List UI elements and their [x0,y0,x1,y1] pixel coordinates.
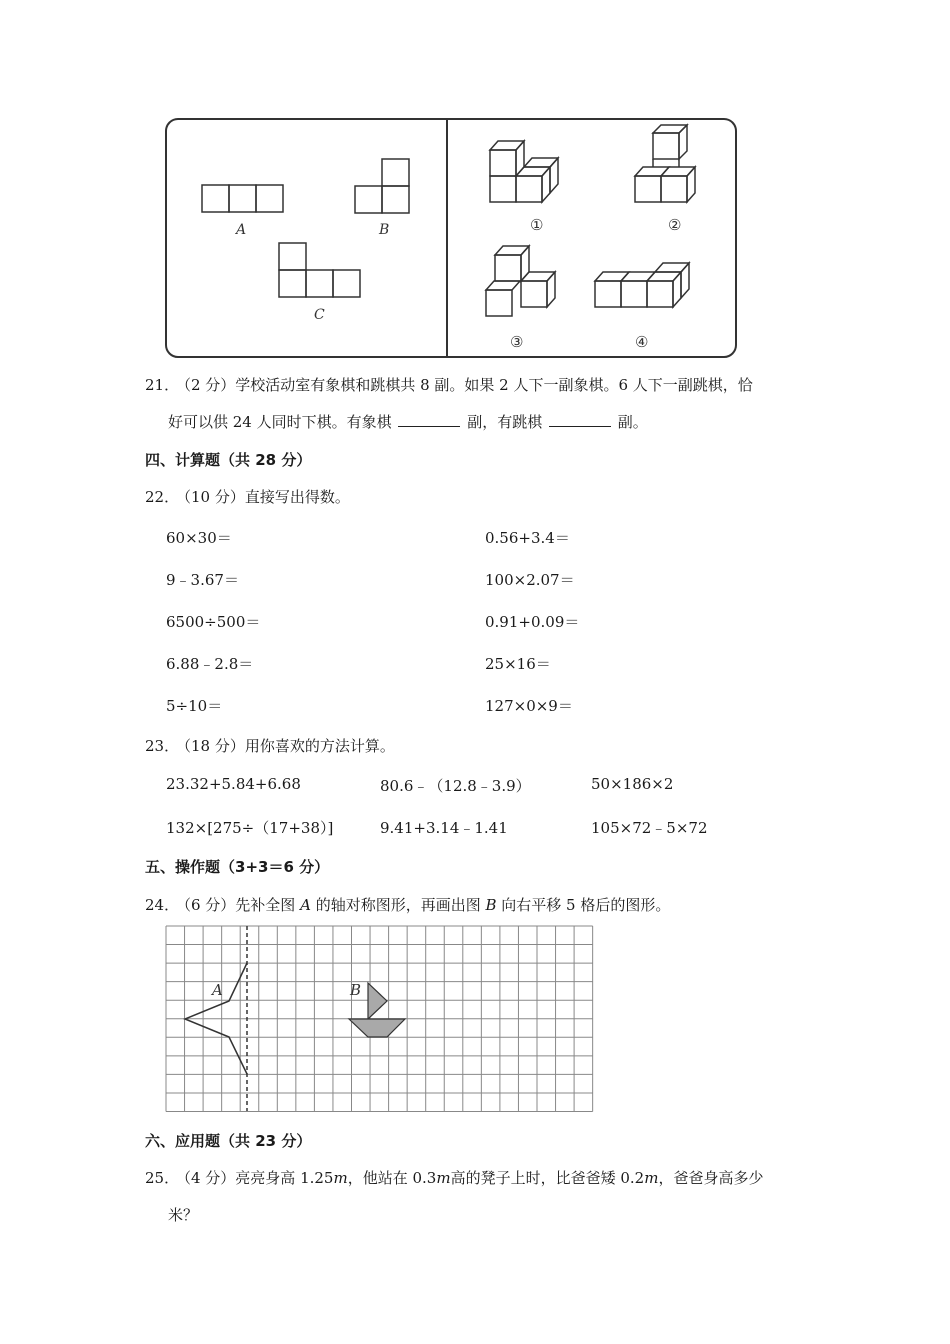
view-a-shape [202,185,283,212]
q22-left-4: 6.88﹣2.8＝ [166,655,254,673]
q23-expr-3: 50×186×2 [591,775,674,793]
q24-text-b: 的轴对称图形，再画出图 [310,896,486,914]
q22-right-2: 100×2.07＝ [485,571,575,589]
q23-expr-6: 105×72﹣5×72 [591,819,708,837]
view-c-shape [279,243,360,297]
q21-text-c: 副。 [617,413,648,431]
q25-text-b: ，他站在 0.3 [347,1169,437,1187]
solid-1 [490,141,558,202]
solid-2-label: ② [668,216,682,234]
solid-2 [635,125,695,202]
q25-unit-1: m [333,1169,348,1187]
solid-3 [486,246,555,316]
q21-number: 21． [145,376,180,394]
q21-blank-checkers[interactable] [549,412,611,427]
section-5-heading: 五、操作题（3+3＝6 分） [145,858,330,876]
q21-text-a: 好可以供 24 人同时下棋。有象棋 [168,413,392,431]
q25-line1 [176,1167,763,1188]
q23-expr-4: 132×[275÷（17+38）] [166,819,334,837]
q22-left-2: 9﹣3.67＝ [166,571,239,589]
transform-grid[interactable] [164,924,596,1114]
q21-blank-chess[interactable] [398,412,460,427]
q23-expr-2: 80.6﹣（12.8﹣3.9） [380,777,531,795]
q24-text-a: （6 分）先补全图 [176,896,301,914]
figure-b-hull [349,1019,405,1037]
view-b-shape [355,159,409,213]
q22-left-1: 60×30＝ [166,529,232,547]
q25-text-d: ，爸爸身高多少 [658,1169,764,1187]
q22-number: 22． [145,488,180,506]
q21-line1: （2 分）学校活动室有象棋和跳棋共 8 副。如果 2 人下一副象棋。6 人下一副跳棋，恰 [176,376,753,394]
q25-unit-2: m [436,1169,451,1187]
grid-label-a: A [212,981,223,999]
q25-line2: 米？ [168,1206,199,1224]
q23-expr-5: 9.41+3.14﹣1.41 [380,819,508,837]
q24-fig-a: A [300,896,311,914]
q22-right-1: 0.56+3.4＝ [485,529,570,547]
solid-4-label: ④ [635,333,649,351]
q21-line2 [168,411,648,432]
q23-number: 23． [145,737,180,755]
q23-expr-1: 23.32+5.84+6.68 [166,775,301,793]
q25-number: 25． [145,1169,180,1187]
q25-text-a: （4 分）亮亮身高 1.25 [176,1169,334,1187]
solid-4 [595,263,689,307]
views-figure [160,115,745,363]
solid-1-label: ① [530,216,544,234]
q22-left-3: 6500÷500＝ [166,613,261,631]
section-6-heading: 六、应用题（共 23 分） [145,1132,312,1150]
view-b-label: B [379,222,390,238]
q24-fig-b: B [485,896,497,914]
q22-right-4: 25×16＝ [485,655,551,673]
q22-right-3: 0.91+0.09＝ [485,613,580,631]
q25-text-c: 高的凳子上时，比爸爸矮 0.2 [450,1169,645,1187]
q21-text-b: 副，有跳棋 [467,413,543,431]
section-4-heading: 四、计算题（共 28 分） [145,451,312,469]
q25-unit-3: m [644,1169,659,1187]
q22-text: （10 分）直接写出得数。 [176,488,350,506]
grid-label-b: B [350,981,362,999]
figure-b-sail [368,983,387,1019]
q24-text-c: 向右平移 5 格后的图形。 [496,896,671,914]
view-a-label: A [236,222,247,238]
q23-text: （18 分）用你喜欢的方法计算。 [176,737,395,755]
q22-right-5: 127×0×9＝ [485,697,573,715]
solid-3-label: ③ [510,333,524,351]
q24-number: 24． [145,896,180,914]
view-c-label: C [314,307,325,323]
q22-left-5: 5÷10＝ [166,697,223,715]
q24-text [176,894,670,915]
